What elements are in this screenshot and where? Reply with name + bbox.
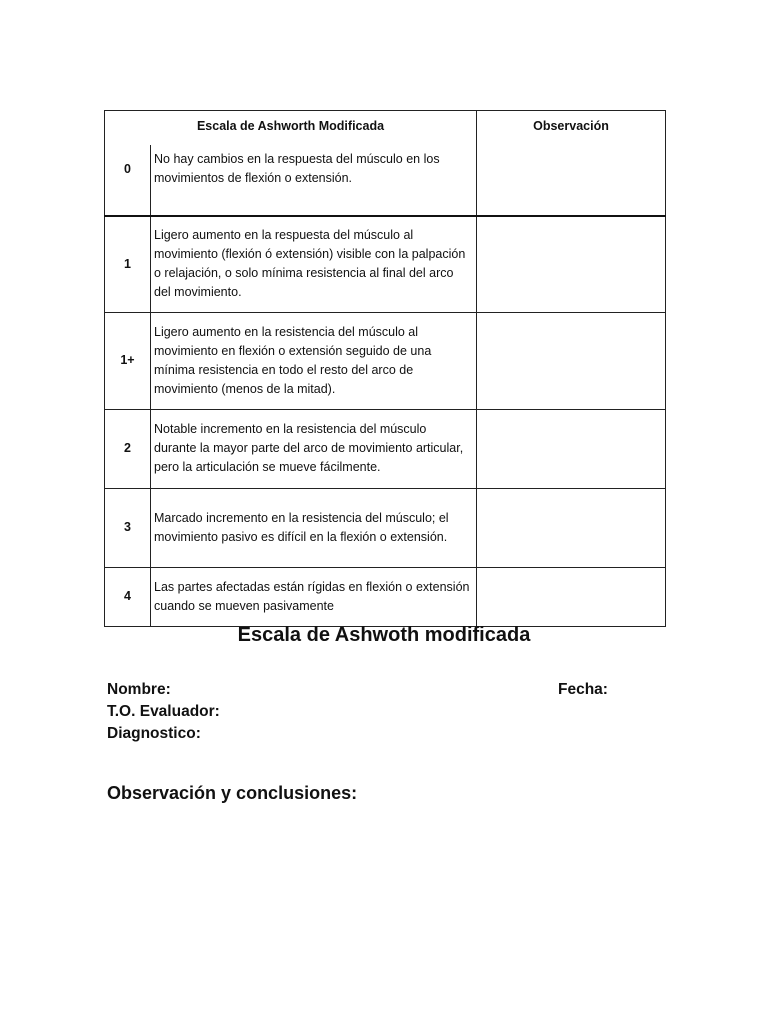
diagnosis-label: Diagnostico: [107,725,201,742]
score-cell: 3 [105,488,151,567]
description-cell: No hay cambios en la respuesta del músculo en los movimientos de flexión o extensión. [151,145,477,216]
table-header-row [105,111,666,146]
table-row [105,567,666,626]
header-observation: Observación [477,111,666,146]
observation-cell[interactable] [477,216,666,312]
score-cell: 0 [105,145,151,216]
name-label: Nombre: [107,681,171,698]
score-cell: 1+ [105,312,151,409]
description-cell: Ligero aumento en la respuesta del músculo al movimiento (flexión ó extensión) visible con la palpación o relajación, o solo mínima resistencia al final del arco del movimiento. [151,216,477,312]
document-title: Escala de Ashwoth modificada [237,624,531,646]
observation-cell[interactable] [477,567,666,626]
ashworth-scale-table [104,110,666,627]
score-cell: 2 [105,409,151,488]
observation-cell[interactable] [477,312,666,409]
description-cell: Las partes afectadas están rígidas en flexión o extensión cuando se mueven pasivamente [151,567,477,626]
table-row [105,216,666,312]
date-label: Fecha: [558,681,608,698]
table-row [105,488,666,567]
observations-conclusions-label: Observación y conclusiones: [107,783,358,803]
score-cell: 1 [105,216,151,312]
observation-cell[interactable] [477,145,666,216]
header-scale: Escala de Ashworth Modificada [105,111,477,146]
table-row [105,409,666,488]
description-cell: Ligero aumento en la resistencia del músculo al movimiento en flexión o extensión seguido de una mínima resistencia en todo el resto del arco de movimiento (menos de la mitad). [151,312,477,409]
description-cell: Marcado incremento en la resistencia del músculo; el movimiento pasivo es difícil en la flexión o extensión. [151,488,477,567]
description-cell: Notable incremento en la resistencia del músculo durante la mayor parte del arco de movimiento articular, pero la articulación se mueve fácilmente. [151,409,477,488]
observation-cell[interactable] [477,409,666,488]
table-row [105,145,666,216]
table-row [105,312,666,409]
evaluator-label: T.O. Evaluador: [107,703,220,720]
score-cell: 4 [105,567,151,626]
observation-cell[interactable] [477,488,666,567]
